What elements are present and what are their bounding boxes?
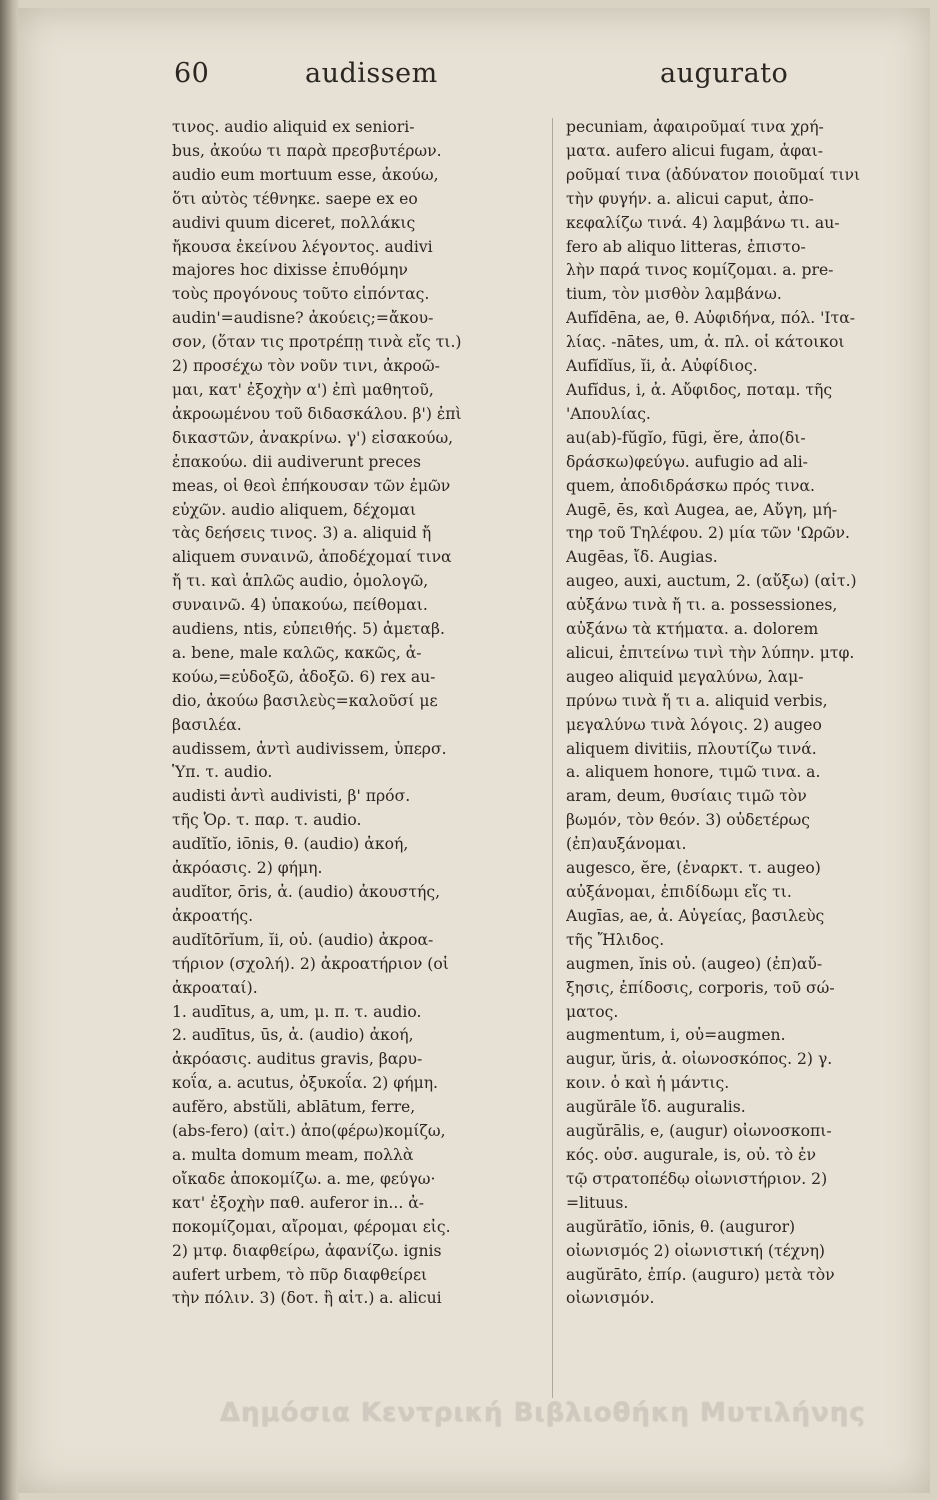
text-line: οἴκαδε ἀποκομίζω. a. me, φεύγω· bbox=[172, 1169, 436, 1188]
text-line: augŭrāle ἴδ. auguralis. bbox=[566, 1098, 746, 1117]
text-line: αὐξάνομαι, ἐπιδίδωμι εἴς τι. bbox=[566, 883, 792, 901]
text-line: audissem, ἀντὶ audivissem, ὑπερσ. bbox=[172, 739, 447, 758]
text-line: ἤκουσα ἐκείνου λέγοντος. audivi bbox=[172, 237, 433, 256]
text-line: ἤ τι. καὶ ἁπλῶς audio, ὁμολογῶ, bbox=[172, 572, 429, 591]
left-text-column bbox=[172, 116, 544, 1406]
text-line: ματος. bbox=[566, 1002, 619, 1021]
text-line: κατ' ἐξοχὴν παθ. auferor in... ἀ- bbox=[172, 1193, 425, 1212]
text-line: εὐχῶν. audio aliquem, δέχομαι bbox=[172, 500, 417, 519]
text-line: aufĕro, abstŭli, ablātum, ferre, bbox=[172, 1098, 416, 1117]
text-line: τὴν πόλιν. 3) (δοτ. ἢ αἰτ.) a. alicui bbox=[172, 1289, 442, 1308]
text-line: tium, τὸν μισθὸν λαμβάνω. bbox=[566, 285, 782, 304]
text-line: ἐπακούω. dii audiverunt preces bbox=[172, 452, 422, 471]
text-line: aufert urbem, τὸ πῦρ διαφθείρει bbox=[172, 1265, 428, 1284]
text-line: augeo aliquid μεγαλύνω, λαμ- bbox=[566, 667, 804, 686]
library-watermark: Δημόσια Κεντρική Βιβλιοθήκη Μυτιλήνης bbox=[220, 1398, 866, 1428]
text-line: βωμόν, τὸν θεόν. 3) οὐδετέρως bbox=[566, 811, 810, 830]
text-line: δικαστῶν, ἀνακρίνω. γ') εἰσακούω, bbox=[172, 428, 454, 447]
text-line: ἀκροαταί). bbox=[172, 978, 258, 997]
text-line: μαι, κατ' ἐξοχὴν α') ἐπὶ μαθητοῦ, bbox=[172, 380, 434, 399]
text-line: alicui, ἐπιτείνω τινὶ τὴν λύπην. μτφ. bbox=[566, 643, 855, 662]
text-line: πρύνω τινὰ ἤ τι a. aliquid verbis, bbox=[566, 691, 828, 710]
text-line: Augē, ēs, καὶ Augea, ae, Αὔγη, μή- bbox=[566, 500, 838, 519]
text-line: 1. audītus, a, um, μ. π. τ. audio. bbox=[172, 1002, 422, 1021]
text-line: majores hoc dixisse ἐπυθόμην bbox=[172, 261, 408, 280]
text-line: δράσκω)φεύγω. aufugio ad ali- bbox=[566, 452, 808, 471]
text-line: audio eum mortuum esse, ἀκούω, bbox=[172, 165, 439, 184]
text-line: ὅτι αὐτὸς τέθνηκε. saepe ex eo bbox=[172, 189, 418, 208]
text-line: augur, ŭris, ἀ. οἰωνοσκόπος. 2) γ. bbox=[566, 1050, 833, 1069]
text-line: augŭrāto, ἐπίρ. (auguro) μετὰ τὸν bbox=[566, 1265, 835, 1284]
text-line: ξησις, ἐπίδοσις, corporis, τοῦ σώ- bbox=[566, 978, 835, 997]
text-line: audĭtĭo, iōnis, θ. (audio) ἀκοή, bbox=[172, 835, 409, 854]
text-line: (abs-fero) (αἰτ.) ἀπο(φέρω)κομίζω, bbox=[172, 1122, 446, 1141]
text-line: audivi quum diceret, πολλάκις bbox=[172, 213, 416, 232]
text-line: aram, deum, θυσίαις τιμῶ τὸν bbox=[566, 787, 807, 806]
text-line: 'Απουλίας. bbox=[566, 404, 651, 423]
text-line: augmentum, i, οὐ=augmen. bbox=[566, 1026, 786, 1045]
text-line: λὴν παρά τινος κομίζομαι. a. pre- bbox=[566, 261, 834, 280]
text-line: τινος. audio aliquid ex seniori- bbox=[172, 118, 415, 136]
text-line: quem, ἀποδιδράσκω πρός τινα. bbox=[566, 476, 815, 495]
page-number: 60 bbox=[174, 58, 210, 89]
text-line: λίας. -nātes, um, ἀ. πλ. οἱ κάτοικοι bbox=[566, 333, 845, 352]
text-line: augŭrātĭo, iōnis, θ. (auguror) bbox=[566, 1217, 796, 1236]
text-line: συναινῶ. 4) ὑπακούω, πείθομαι. bbox=[172, 596, 428, 615]
text-line: τὰς δεήσεις τινος. 3) a. aliquid ἤ bbox=[172, 524, 432, 543]
running-header bbox=[150, 58, 825, 108]
text-line: a. bene, male καλῶς, κακῶς, ἀ- bbox=[172, 643, 422, 662]
text-line: audisti ἀντὶ audivisti, β' πρόσ. bbox=[172, 787, 411, 806]
text-line: βασιλέα. bbox=[172, 715, 242, 734]
text-line: dio, ἀκούω βασιλεὺς=καλοῦσί με bbox=[172, 691, 438, 710]
text-line: audĭtor, ōris, ἀ. (audio) ἀκουστής, bbox=[172, 883, 441, 901]
text-line: augesco, ĕre, (ἐναρκτ. τ. augeo) bbox=[566, 859, 821, 878]
text-line: ποκομίζομαι, αἴρομαι, φέρομαι εἰς. bbox=[172, 1217, 451, 1236]
text-line: αὐξάνω τὰ κτήματα. a. dolorem bbox=[566, 620, 819, 639]
text-line: ροῦμαί τινα (ἀδύνατον ποιοῦμαί τινι bbox=[566, 165, 861, 184]
text-line: τὴν φυγήν. a. alicui caput, ἀπο- bbox=[566, 189, 814, 208]
last-entry-guide-word: augurato bbox=[660, 58, 789, 89]
text-line: ἀκροωμένου τοῦ διδασκάλου. β') ἐπὶ bbox=[172, 404, 462, 423]
text-line: οἰωνισμόν. bbox=[566, 1289, 655, 1308]
text-line: ἀκρόασις. auditus gravis, βαρυ- bbox=[172, 1050, 423, 1069]
text-line: κοιν. ὁ καὶ ἡ μάντις. bbox=[566, 1074, 730, 1093]
text-line: κός. οὐσ. augurale, is, οὐ. τὸ ἐν bbox=[566, 1145, 816, 1164]
text-line: Aufĭdĭus, ĭi, ἀ. Αὐφίδιος. bbox=[566, 357, 758, 376]
text-line: 2) προσέχω τὸν νοῦν τινι, ἀκροῶ- bbox=[172, 357, 440, 376]
text-line: κούω,=εὐδοξῶ, ἀδοξῶ. 6) rex au- bbox=[172, 667, 436, 686]
text-line: fero ab aliquo litteras, ἐπιστο- bbox=[566, 237, 806, 256]
text-line: τηρ τοῦ Τηλέφου. 2) μία τῶν 'Ωρῶν. bbox=[566, 524, 850, 543]
text-line: aliquem συναινῶ, ἀποδέχομαί τινα bbox=[172, 548, 452, 567]
right-text-column bbox=[566, 116, 896, 1406]
column-divider bbox=[552, 118, 553, 1398]
text-line: οἰωνισμός 2) οἰωνιστική (τέχνη) bbox=[566, 1241, 826, 1260]
text-line: augŭrālis, e, (augur) οἰωνοσκοπι- bbox=[566, 1122, 832, 1141]
text-line: τῷ στρατοπέδῳ οἰωνιστήριον. 2) bbox=[566, 1169, 828, 1188]
text-line: Augīas, ae, ἀ. Αὐγείας, βασιλεὺς bbox=[566, 906, 825, 925]
text-line: τήριον (σχολή). 2) ἀκροατήριον (οἱ bbox=[172, 954, 449, 973]
text-line: ματα. aufero alicui fugam, ἀφαι- bbox=[566, 141, 824, 160]
text-line: au(ab)-fŭgĭo, fūgi, ĕre, ἀπο(δι- bbox=[566, 428, 806, 447]
book-spine-shadow bbox=[0, 0, 20, 1500]
text-line: ἀκρόασις. 2) φήμη. bbox=[172, 859, 323, 878]
text-line: augmen, ĭnis οὐ. (augeo) (ἐπ)αὔ- bbox=[566, 954, 823, 973]
text-line: Aufĭdēna, ae, θ. Αὐφιδήνα, πόλ. 'Ιτα- bbox=[566, 309, 856, 328]
text-line: σον, (ὅταν τις προτρέπῃ τινὰ εἴς τι.) bbox=[172, 333, 462, 352]
text-line: κεφαλίζω τινά. 4) λαμβάνω τι. au- bbox=[566, 213, 840, 232]
text-line: τῆς Ἤλιδος. bbox=[566, 930, 665, 949]
text-line: μεγαλύνω τινὰ λόγοις. 2) augeo bbox=[566, 715, 822, 734]
text-line: τοὺς προγόνους τοῦτο εἰπόντας. bbox=[172, 285, 430, 304]
text-line: pecuniam, ἀφαιροῦμαί τινα χρή- bbox=[566, 118, 824, 136]
text-line: a. multa domum meam, πολλὰ bbox=[172, 1145, 414, 1164]
text-line: aliquem divitiis, πλουτίζω τινά. bbox=[566, 739, 817, 758]
text-line: 2) μτφ. διαφθείρω, ἀφανίζω. ignis bbox=[172, 1241, 442, 1260]
text-line: αὐξάνω τινὰ ἤ τι. a. possessiones, bbox=[566, 596, 838, 615]
text-line: (ἐπ)αυξάνομαι. bbox=[566, 835, 687, 854]
text-line: audĭtōrĭum, ĭi, οὐ. (audio) ἀκροα- bbox=[172, 930, 434, 949]
text-line: Aufĭdus, i, ἀ. Αὔφιδος, ποταμ. τῆς bbox=[566, 380, 833, 399]
text-line: Augēas, ἴδ. Augias. bbox=[566, 548, 718, 567]
text-line: κοΐα, a. acutus, ὀξυκοΐα. 2) φήμη. bbox=[172, 1074, 439, 1093]
text-line: ἀκροατής. bbox=[172, 906, 254, 925]
text-line: a. aliquem honore, τιμῶ τινα. a. bbox=[566, 763, 821, 782]
text-line: meas, οἱ θεοὶ ἐπήκουσαν τῶν ἐμῶν bbox=[172, 476, 451, 495]
text-line: 2. audītus, ūs, ἀ. (audio) ἀκοή, bbox=[172, 1026, 414, 1045]
text-line: Ὑπ. τ. audio. bbox=[172, 763, 273, 782]
text-line: bus, ἀκούω τι παρὰ πρεσβυτέρων. bbox=[172, 141, 442, 160]
text-line: audiens, ntis, εὐπειθής. 5) ἀμεταβ. bbox=[172, 620, 445, 639]
text-line: τῆς Ὁρ. τ. παρ. τ. audio. bbox=[172, 811, 362, 830]
text-line: =lituus. bbox=[566, 1193, 629, 1212]
text-line: audin'=audisne? ἀκούεις;=ἄκου- bbox=[172, 309, 434, 328]
first-entry-guide-word: audissem bbox=[305, 58, 438, 89]
text-line: augeo, auxi, auctum, 2. (αὔξω) (αἰτ.) bbox=[566, 572, 857, 591]
